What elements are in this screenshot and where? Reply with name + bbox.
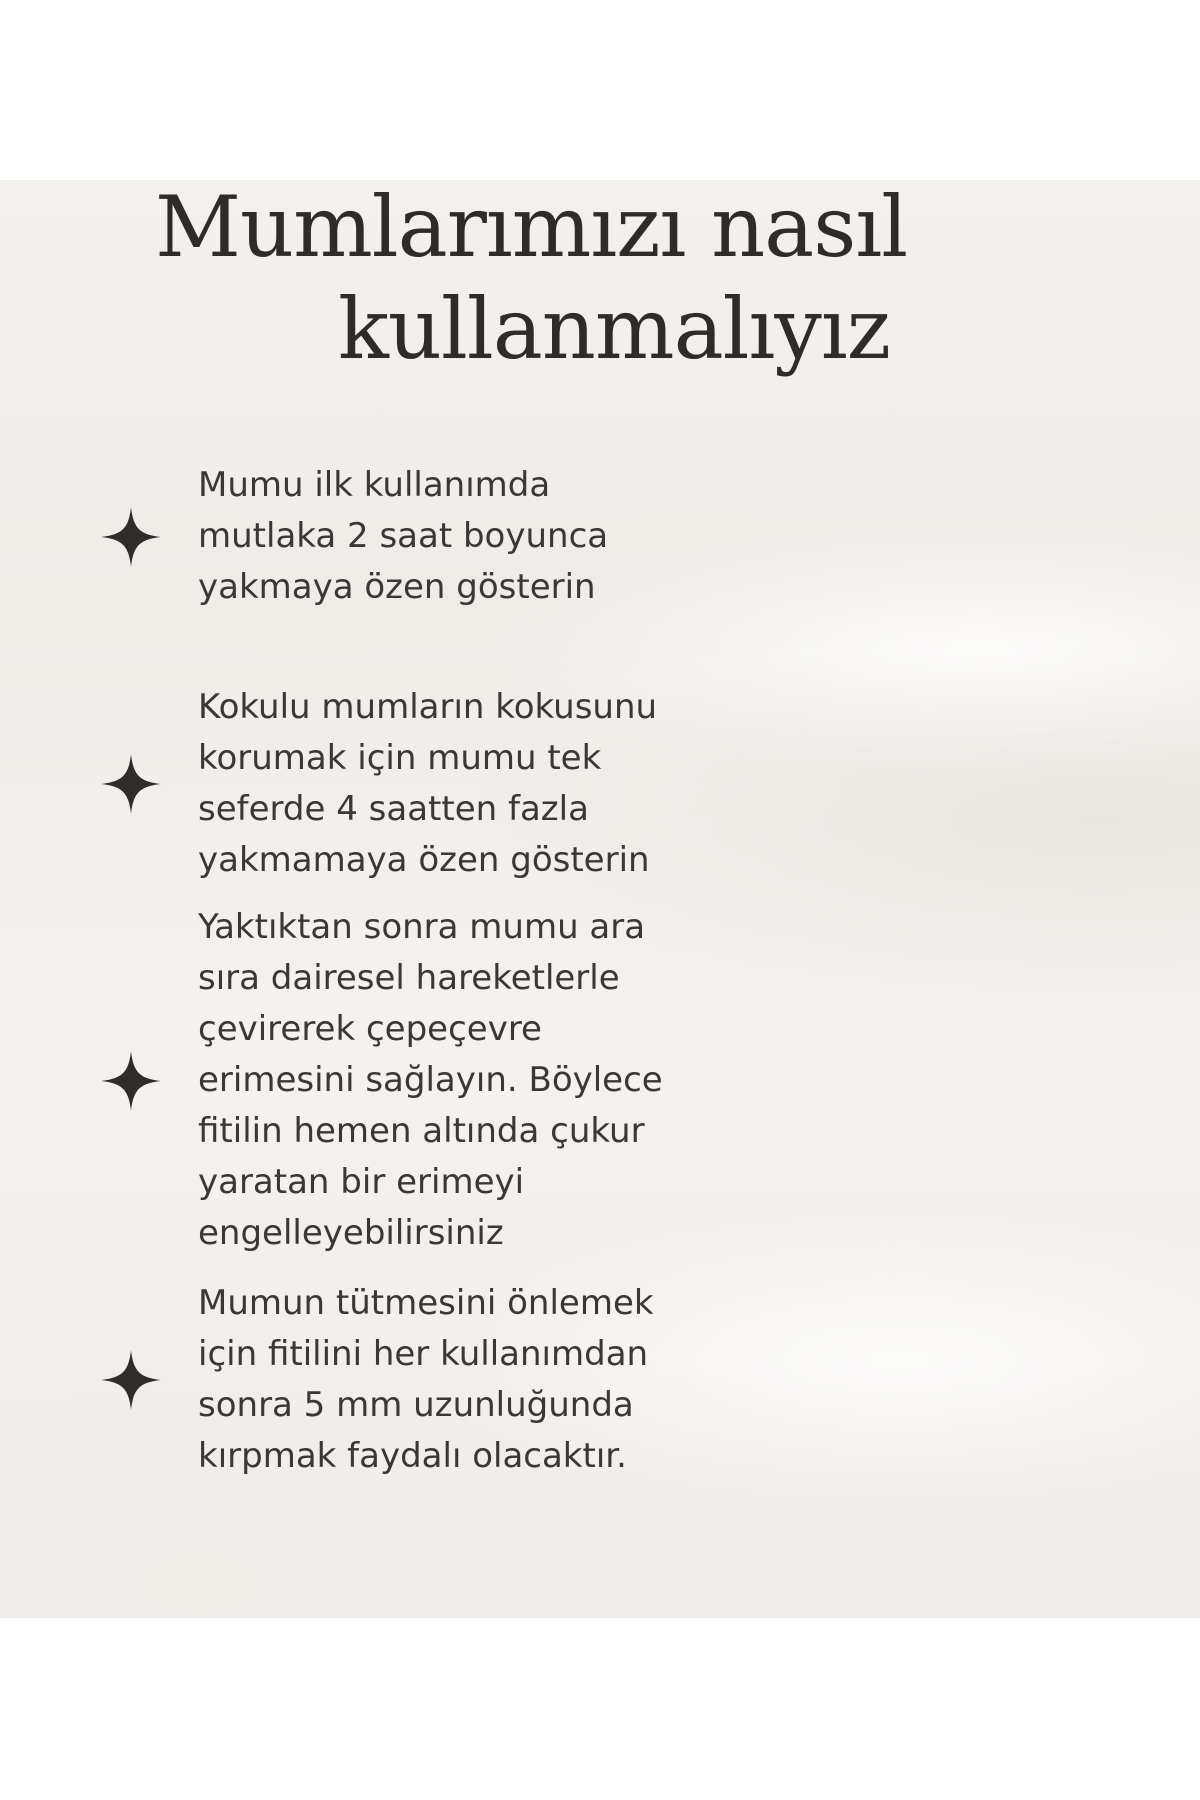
- tip-text-3: Yaktıktan sonra mumu ara sıra dairesel hareketlerle çevirerek çepeçevre erimesini sağlayın. Böylece fitilin hemen altında çukur yaratan bir erimeyi engelleyebilirsiniz: [198, 907, 663, 1253]
- tip-item-2: [100, 682, 740, 886]
- title-line-2: kullanmalıyız: [338, 280, 890, 378]
- tip-text-1: Mumu ilk kullanımda mutlaka 2 saat boyunca yakmaya özen gösterin: [198, 465, 609, 607]
- title-line-1: Mumlarımızı nasıl: [155, 180, 908, 276]
- page-title: [0, 180, 1200, 380]
- tip-item-1: [100, 460, 740, 613]
- tip-text-2: Kokulu mumların kokusunu korumak için mumu tek seferde 4 saatten fazla yakmamaya özen gösterin: [198, 687, 658, 880]
- tip-item-4: [100, 1278, 740, 1482]
- tip-text-4: Mumun tütmesini önlemek için fitilini her kullanımdan sonra 5 mm uzunluğunda kırpmak faydalı olacaktır.: [198, 1283, 654, 1476]
- tip-item-3: [100, 902, 740, 1259]
- four-point-star-icon: [100, 1349, 162, 1411]
- four-point-star-icon: [100, 1050, 162, 1112]
- instructions-card: [0, 180, 1200, 1618]
- four-point-star-icon: [100, 753, 162, 815]
- four-point-star-icon: [100, 506, 162, 568]
